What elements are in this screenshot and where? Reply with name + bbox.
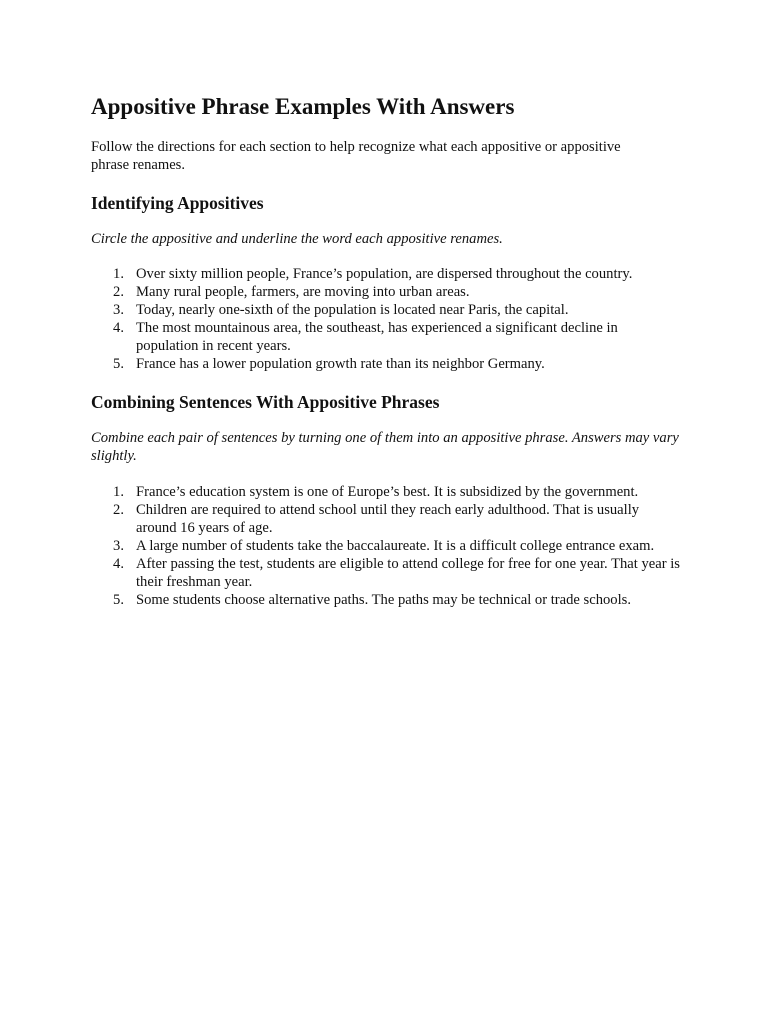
item-number: 1.	[113, 266, 124, 282]
item-number: 1.	[113, 484, 124, 500]
item-number: 2.	[113, 284, 124, 300]
item-number: 3.	[113, 538, 124, 554]
item-text: A large number of students take the baccalaureate. It is a difficult college entrance exam.	[136, 538, 655, 554]
list-item	[91, 355, 681, 373]
item-number: 3.	[113, 302, 124, 318]
item-text: Many rural people, farmers, are moving into urban areas.	[136, 284, 470, 300]
item-text: France’s education system is one of Europe’s best. It is subsidized by the government.	[136, 484, 639, 500]
list-item	[91, 483, 681, 501]
item-text: After passing the test, students are eligible to attend college for free for one year. That year is their freshman year.	[136, 556, 680, 590]
item-number: 4.	[113, 556, 124, 572]
intro-paragraph: Follow the directions for each section to help recognize what each appositive or appositive phrase renames.	[91, 139, 621, 173]
exercise-list-combining	[91, 483, 681, 609]
list-item	[91, 319, 681, 355]
list-item	[91, 501, 681, 537]
item-text: France has a lower population growth rate than its neighbor Germany.	[136, 356, 545, 372]
section-heading-combining: Combining Sentences With Appositive Phrases	[91, 392, 440, 412]
section-instruction-identifying: Circle the appositive and underline the word each appositive renames.	[91, 231, 503, 247]
item-text: Children are required to attend school until they reach early adulthood. That is usually around 16 years of age.	[136, 502, 640, 536]
item-number: 5.	[113, 356, 124, 372]
item-text: Today, nearly one-sixth of the population is located near Paris, the capital.	[136, 302, 569, 318]
list-item	[91, 591, 681, 609]
section-instruction-combining: Combine each pair of sentences by turning one of them into an appositive phrase. Answers may vary slightly.	[91, 430, 679, 464]
exercise-list-identifying	[91, 265, 681, 373]
list-item	[91, 283, 681, 301]
list-item	[91, 555, 681, 591]
item-text: Some students choose alternative paths. The paths may be technical or trade schools.	[136, 592, 631, 608]
list-item	[91, 301, 681, 319]
list-item	[91, 537, 681, 555]
item-number: 4.	[113, 320, 124, 336]
item-number: 2.	[113, 502, 124, 518]
item-text: Over sixty million people, France’s population, are dispersed throughout the country.	[136, 266, 633, 282]
item-text: The most mountainous area, the southeast, has experienced a significant decline in population in recent years.	[136, 320, 618, 354]
list-item	[91, 265, 681, 283]
section-heading-identifying: Identifying Appositives	[91, 193, 264, 213]
page-title: Appositive Phrase Examples With Answers	[91, 94, 515, 119]
item-number: 5.	[113, 592, 124, 608]
